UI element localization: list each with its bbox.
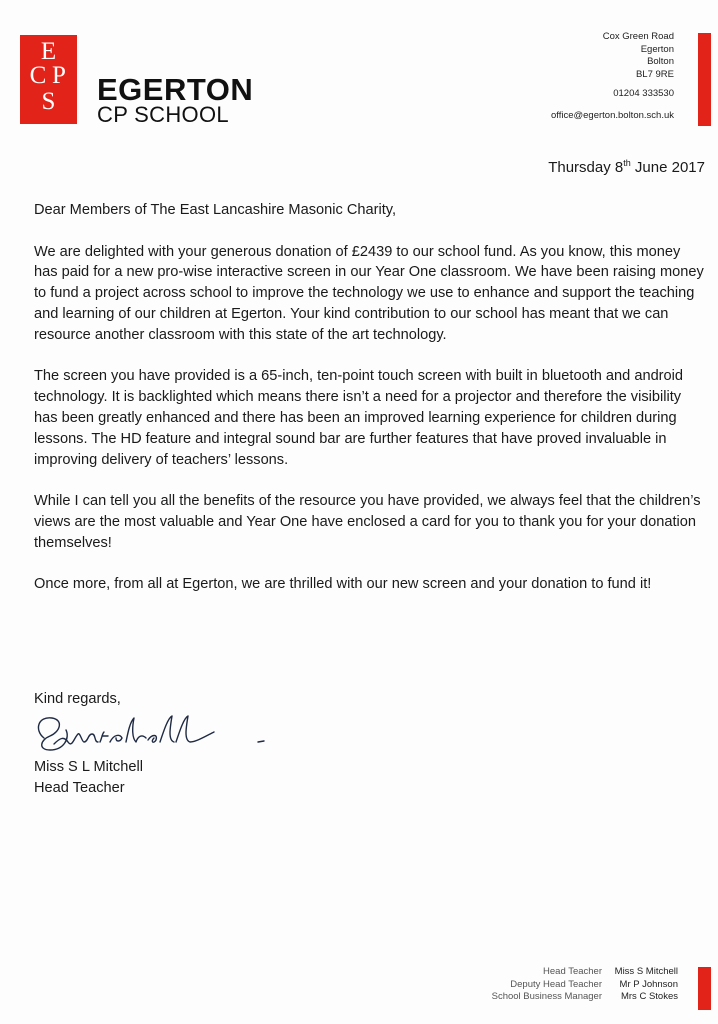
paragraph: The screen you have provided is a 65-inch, ten-point touch screen with built in bluetooth and android technology. It is backlighted which means there isn’t a need for a projector and therefore the visibility has been greatly enhanced and there has been an improved learning experience for children during lessons. The HD feature and integral sound bar are further features that have proved invaluable in improving delivery of teachers’ lessons.	[34, 368, 684, 468]
address-line: BL7 9RE	[635, 68, 674, 80]
signer-name: Miss S L Mitchell	[34, 759, 143, 775]
svg-text:P: P	[52, 62, 66, 89]
staff-name: Mr P Johnson	[619, 978, 678, 990]
staff-name: Miss S Mitchell	[614, 966, 678, 977]
address-line: Cox Green Road	[602, 31, 674, 42]
staff-role: Deputy Head Teacher	[510, 978, 602, 990]
staff-role: School Business Manager	[491, 991, 602, 1002]
paragraph: While I can tell you all the benefits of the resource you have provided, we always feel that the children’s views are the most valuable and Year One have enclosed a card for you to thank you for your donation themselves!	[34, 493, 701, 551]
letter-body	[34, 200, 706, 616]
address-line: Bolton	[647, 56, 674, 67]
svg-text:S: S	[41, 88, 56, 115]
staff-role: Head Teacher	[543, 966, 602, 977]
svg-text:E: E	[40, 38, 57, 65]
address-line: Egerton	[640, 43, 674, 55]
svg-text:C: C	[29, 62, 47, 89]
staff-row	[470, 966, 678, 979]
staff-footer	[470, 966, 678, 1004]
signer-block	[34, 757, 143, 798]
school-subtitle: CP SCHOOL	[97, 102, 229, 127]
staff-name: Mrs C Stokes	[620, 991, 678, 1002]
red-accent-bar-bottom	[698, 967, 711, 1010]
school-name: EGERTON	[97, 72, 254, 107]
logo-monogram-icon	[20, 35, 77, 124]
school-logo	[20, 35, 77, 124]
signer-title: Head Teacher	[34, 779, 125, 796]
school-phone: 01204 333530	[613, 88, 674, 99]
paragraph: Once more, from all at Egerton, we are thrilled with our new screen and your donation to fund it!	[34, 576, 652, 593]
letter-date: Thursday 8th June 2017	[548, 158, 705, 176]
red-accent-bar-top	[698, 33, 711, 126]
staff-row	[470, 979, 678, 992]
staff-row	[470, 991, 678, 1004]
salutation: Dear Members of The East Lancashire Masonic Charity,	[34, 202, 397, 218]
closing: Kind regards,	[34, 691, 121, 707]
school-email[interactable]: office@egerton.bolton.sch.uk	[550, 109, 674, 121]
signature	[30, 708, 265, 760]
paragraph: We are delighted with your generous donation of £2439 to our school fund. As you know, this money has paid for a new pro-wise interactive screen in our Year One classroom. We have been raising money to fund a project across school to improve the technology we use to enhance and support the teaching and learning of our children at Egerton. Your kind contribution to our school has meant that we can resource another classroom with this state of the art technology.	[34, 243, 704, 343]
school-address	[551, 31, 674, 122]
